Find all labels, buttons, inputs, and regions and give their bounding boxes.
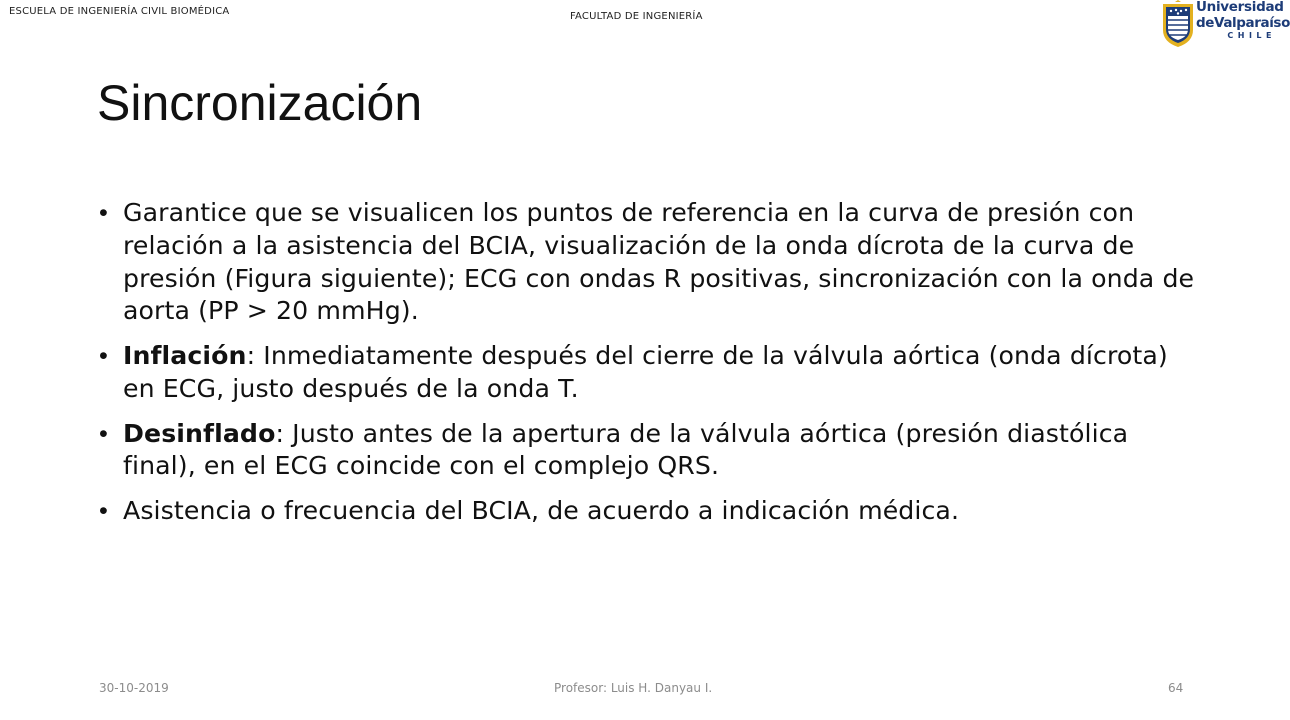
- slide-number: 64: [1168, 681, 1184, 695]
- bullet-text: : Inmediatamente después del cierre de la válvula aórtica (onda dícrota) en ECG, justo después de la onda T.: [123, 341, 1168, 403]
- bullet-icon: •: [99, 497, 108, 525]
- footer-author: Profesor: Luis H. Danyau I.: [554, 681, 713, 695]
- university-crest-icon: [1160, 0, 1196, 48]
- bullet-item: [97, 418, 1197, 484]
- bullet-text: Asistencia o frecuencia del BCIA, de acuerdo a indicación médica.: [123, 496, 960, 525]
- logo-line-2: deValparaíso: [1196, 14, 1290, 31]
- university-logo: [1160, 0, 1290, 50]
- logo-line-3: CHILE: [1227, 31, 1276, 40]
- bullet-bold-term: Desinflado: [123, 418, 276, 448]
- bullet-icon: •: [99, 199, 108, 227]
- bullet-bold-term: Inflación: [123, 341, 247, 370]
- university-logo-text: [1196, 0, 1290, 40]
- bullet-icon: •: [99, 419, 108, 448]
- school-name: ESCUELA DE INGENIERÍA CIVIL BIOMÉDICA: [9, 6, 230, 17]
- bullet-item: [97, 340, 1197, 406]
- bullet-list: [97, 197, 1197, 540]
- bullet-icon: •: [99, 342, 108, 370]
- bullet-item: [97, 197, 1197, 328]
- bullet-item: [97, 495, 1197, 528]
- slide-title: Sincronización: [97, 75, 423, 131]
- bullet-text: : Justo antes de la apertura de la válvula aórtica (presión diastólica final), en el ECG coincide con el complejo QRS.: [123, 418, 1129, 481]
- footer-date: 30-10-2019: [99, 681, 169, 695]
- bullet-text: Garantice que se visualicen los puntos de referencia en la curva de presión con relación a la asistencia del BCIA, visualización de la onda dícrota de la curva de presión (Figura siguiente); ECG con ondas R positivas, sincronización con la onda de aorta (PP > 20 mmHg).: [123, 198, 1195, 326]
- faculty-name: FACULTAD DE INGENIERÍA: [570, 11, 703, 22]
- logo-line-1: Universidad: [1196, 0, 1284, 15]
